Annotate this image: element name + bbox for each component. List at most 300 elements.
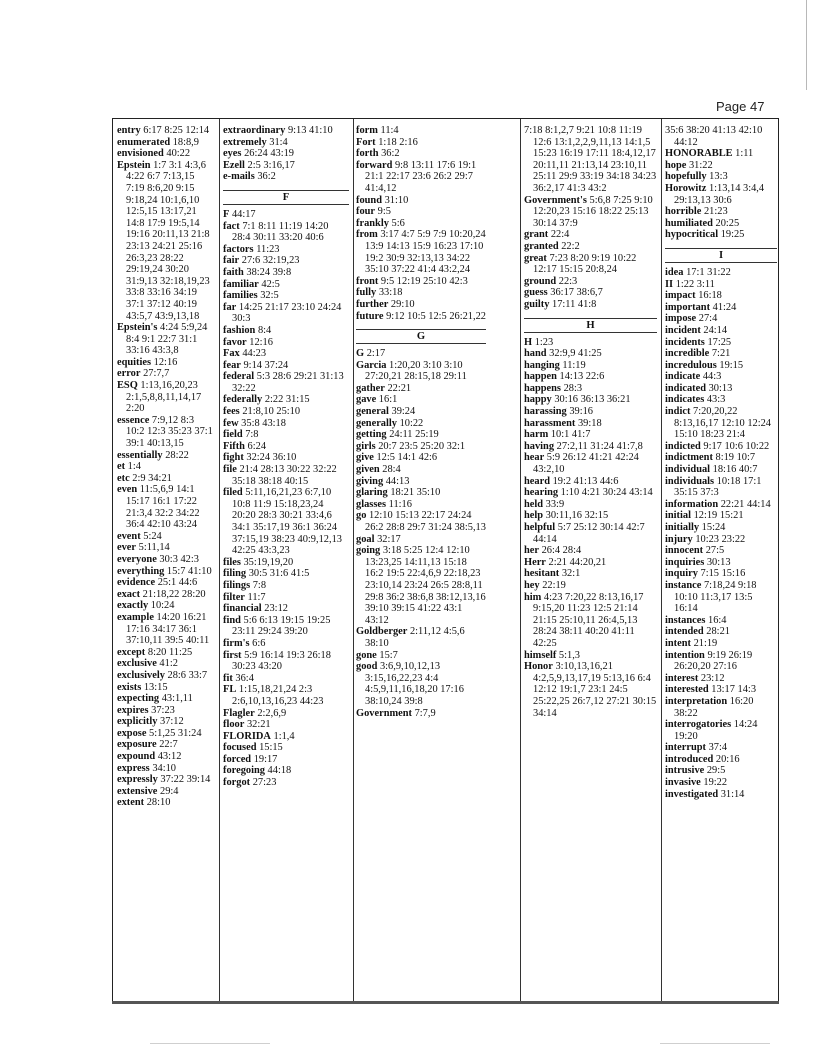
index-entry: [223, 441, 349, 453]
index-entry: [223, 418, 349, 430]
index-refs: 6:17 8:25 12:14: [140, 125, 210, 136]
index-entry: [665, 441, 777, 453]
section-letter: F: [223, 190, 349, 205]
index-entry: [665, 148, 777, 160]
index-refs: 11:4: [377, 125, 399, 136]
index-refs: 18:8,9: [170, 136, 199, 148]
index-refs: 20:25: [712, 217, 740, 229]
index-refs: 43:12: [155, 751, 182, 763]
index-term: everyone: [117, 553, 157, 565]
index-term: hope: [665, 159, 687, 171]
index-term: going: [356, 545, 381, 557]
index-entry: [665, 348, 777, 360]
index-term: entry: [117, 125, 141, 136]
index-term: giving: [356, 475, 384, 487]
index-entry: [524, 429, 657, 441]
index-refs: 19:25: [718, 229, 745, 241]
index-refs: 21:4 28:13 30:22 32:22 35:18 38:18 40:15: [232, 464, 337, 487]
index-term: harassing: [524, 406, 567, 418]
index-refs: 41:24: [710, 301, 737, 313]
index-entry: [117, 612, 215, 647]
index-term: innocent: [665, 545, 704, 557]
index-refs: 28:21: [703, 626, 730, 638]
index-refs: 36:2: [254, 171, 276, 183]
index-entry: [356, 276, 486, 288]
index-term: instance: [665, 579, 702, 591]
index-refs: 21:23: [701, 206, 728, 218]
index-term: having: [524, 440, 555, 452]
index-refs: 31:22: [686, 159, 713, 171]
index-refs: 17:11 41:8: [549, 298, 597, 310]
index-term: intrusive: [665, 765, 705, 777]
index-entry: [665, 522, 777, 534]
index-entry: [117, 554, 215, 566]
index-term: initially: [665, 522, 700, 533]
index-term: Government's: [524, 194, 587, 206]
index-term: heard: [524, 475, 550, 487]
index-term: guilty: [524, 298, 550, 310]
index-refs: 15:7 41:10: [164, 565, 212, 577]
index-term: himself: [524, 649, 557, 661]
index-term: extent: [117, 797, 145, 809]
index-refs: 39:24: [388, 406, 416, 418]
index-term: future: [356, 310, 384, 322]
index-refs: 44:23: [239, 348, 267, 360]
index-refs: 5:7 25:12 30:14 42:7 44:14: [533, 522, 645, 545]
index-refs: 37:12: [157, 716, 184, 728]
index-entry: [665, 406, 777, 441]
index-entry: [117, 786, 215, 798]
index-term: gave: [356, 394, 377, 406]
index-entry: [356, 218, 486, 230]
index-refs: 14:20 16:21 17:16 34:17 36:1 37:10,11 39:5 40:11: [126, 611, 210, 647]
index-refs: 32:24 36:10: [243, 452, 297, 464]
index-refs: 12:10 15:13 22:17 24:24 26:2 28:8 29:7 31:24 38:5,13: [365, 510, 486, 533]
index-refs: 37:4: [705, 742, 728, 754]
index-term: helpful: [524, 522, 556, 533]
index-entry: [117, 322, 215, 357]
index-refs: 26:4 28:4: [539, 545, 582, 557]
index-entry: [356, 418, 486, 430]
index-entry: [665, 719, 777, 742]
index-entry: [665, 684, 777, 696]
index-refs: 1:20,20 3:10 3:10 27:20,21 28:15,18 29:11: [365, 359, 467, 383]
index-term: forgot: [223, 777, 251, 789]
index-entry: [524, 276, 657, 288]
index-refs: 7:21: [709, 348, 731, 360]
index-term: files: [223, 556, 241, 568]
index-refs: 15:7: [376, 649, 398, 661]
index-entry: [665, 499, 777, 511]
index-refs: 24:14: [700, 324, 728, 336]
index-refs: 1:4: [125, 461, 141, 473]
index-entry: [665, 125, 777, 148]
index-entry: [665, 360, 777, 372]
index-refs: 34:10: [149, 762, 176, 774]
index-refs: 20:16: [713, 753, 740, 765]
index-term: interrupt: [665, 742, 706, 754]
index-entry: [356, 626, 486, 649]
index-refs: 3:17 4:7 5:9 7:9 10:20,24 13:9 14:13 15:9 16:23 17:10 19:2 30:9 32:13,13 34:22 35:10 37:22 41:4 43:2,24: [365, 229, 486, 276]
index-refs: 12:5 14:1 42:6: [373, 452, 438, 464]
index-entry: [223, 394, 349, 406]
index-entry: [524, 452, 657, 475]
index-refs: 4:23 7:20,22 8:13,16,17 9:15,20 11:23 12:5 21:14 21:15 25:10,11 26:4,5,13 28:24 38:11 40:20 41:11 42:25: [533, 591, 644, 649]
index-term: forward: [356, 159, 393, 171]
index-entry: [665, 626, 777, 638]
index-entry: [117, 148, 215, 160]
index-refs: 44:13: [383, 475, 410, 487]
index-refs: 19:15: [716, 359, 744, 371]
index-entry: [117, 600, 215, 612]
index-refs: 1:18 2:16: [375, 136, 418, 148]
index-entry: [223, 337, 349, 349]
section-letter: H: [524, 318, 657, 333]
index-term: federal: [223, 371, 255, 383]
index-refs: 10:23 23:22: [692, 533, 746, 545]
index-refs: 27:7,7: [140, 368, 170, 380]
index-refs: 42:5: [258, 278, 280, 290]
index-term: II: [665, 278, 674, 290]
index-term: forth: [356, 148, 379, 160]
index-entry: [524, 418, 657, 430]
index-term: form: [356, 125, 378, 136]
index-refs: 9:12 10:5 12:5 26:21,22: [383, 310, 486, 322]
index-entry: [665, 765, 777, 777]
index-term: indict: [665, 406, 691, 418]
index-entry: [356, 229, 486, 275]
index-entry: [356, 311, 486, 323]
index-refs: 27:23: [250, 777, 277, 789]
column-divider: [353, 119, 354, 1001]
index-entry: [524, 241, 657, 253]
index-term: FLORIDA: [223, 730, 271, 742]
index-term: individuals: [665, 475, 715, 487]
index-term: Goldberger: [356, 626, 408, 638]
index-refs: 36:17 38:6,7: [547, 287, 603, 299]
index-entry: [665, 206, 777, 218]
index-term: guess: [524, 287, 548, 299]
index-refs: 2:2,6,9: [254, 707, 287, 719]
index-term: hand: [524, 348, 547, 360]
index-refs: 30:13: [704, 556, 731, 568]
index-refs: 7:9,12 8:3 10:2 12:3 35:23 37:1 39:1 40:13,15: [126, 414, 213, 450]
index-entry: [223, 348, 349, 360]
index-term: evidence: [117, 577, 156, 589]
index-term: et: [117, 461, 126, 473]
index-entry: [223, 267, 349, 279]
index-refs: 35:19,19,20: [240, 556, 294, 568]
index-term: impact: [665, 290, 696, 302]
index-entry: [665, 279, 777, 291]
index-refs: 5:11,16,21,23 6:7,10 10:8 11:9 15:18,23,24 20:20 28:3 30:21 33:4,6 34:1 35:17,19 36:1 36:24 37:15,19 38:23 40:9,12,13 42:25 43:3,23: [232, 487, 342, 557]
index-term: expound: [117, 751, 156, 763]
index-term: instances: [665, 614, 706, 626]
index-term: incidents: [665, 336, 705, 348]
index-entry: [223, 429, 349, 441]
index-refs: 22:7: [156, 739, 178, 751]
index-entry: [223, 209, 349, 221]
index-entry: [117, 693, 215, 705]
index-term: ground: [524, 275, 557, 287]
index-entry: [524, 580, 657, 592]
index-refs: 11:7: [244, 591, 266, 603]
index-refs: 39:18: [575, 417, 602, 429]
index-entry: [223, 719, 349, 731]
index-term: incredible: [665, 348, 710, 360]
index-entry: [665, 568, 777, 580]
index-refs: 16:20 38:22: [674, 695, 754, 719]
index-term: event: [117, 530, 141, 542]
index-entry: [356, 137, 486, 149]
index-term: generally: [356, 417, 397, 429]
index-refs: 9:14 37:24: [240, 359, 289, 371]
index-refs: 7:7,9: [411, 707, 436, 719]
index-refs: 31:14: [718, 788, 745, 800]
index-refs: 5:6,8 7:25 9:10 12:20,23 15:16 18:22 25:13 30:14 37:9: [533, 194, 653, 229]
index-term: first: [223, 649, 242, 661]
index-refs: 28:6 33:7: [164, 669, 208, 681]
index-refs: 22:3: [556, 275, 578, 287]
index-refs: 5:1,25 31:24: [146, 727, 202, 739]
index-term: exclusively: [117, 669, 165, 681]
index-entry: [356, 476, 486, 488]
index-entry: [665, 218, 777, 230]
index-refs: 7:8: [250, 579, 267, 591]
index-refs: 15:24: [699, 522, 726, 533]
index-refs: 23:12: [261, 603, 288, 615]
index-entry: [223, 673, 349, 685]
index-refs: 35:6 38:20 41:13 42:10 44:12: [665, 125, 763, 148]
index-refs: 9:17 10:6 10:22: [700, 440, 770, 452]
index-entry: [223, 452, 349, 464]
index-term: hey: [524, 579, 540, 591]
scan-edge: [806, 0, 807, 90]
index-refs: 29:4: [157, 785, 179, 797]
index-refs: 2:22 31:15: [262, 394, 310, 406]
index-entry: [223, 592, 349, 604]
index-refs: 29:5: [704, 765, 726, 777]
index-term: introduced: [665, 753, 714, 765]
index-entry: [665, 650, 777, 673]
index-entry: [665, 394, 777, 406]
index-entry: [356, 383, 486, 395]
index-entry: [117, 137, 215, 149]
index-refs: 13:15: [141, 681, 168, 693]
index-term: interpretation: [665, 695, 728, 707]
index-term: incident: [665, 324, 701, 336]
index-entry: [117, 357, 215, 369]
bottom-rule: [112, 1001, 779, 1004]
index-term: Garcia: [356, 359, 387, 371]
index-refs: 40:22: [163, 148, 191, 160]
index-term: far: [223, 301, 237, 313]
index-term: field: [223, 429, 243, 441]
index-entry: [356, 499, 486, 511]
index-refs: 38:24 39:8: [243, 266, 292, 278]
index-entry: [665, 290, 777, 302]
column-divider: [219, 119, 220, 1001]
index-entry: [223, 360, 349, 372]
index-term: envisioned: [117, 148, 164, 160]
index-term: financial: [223, 603, 262, 615]
index-column-5: [665, 119, 777, 1001]
index-term: few: [223, 417, 239, 429]
index-refs: 8:19 10:7: [712, 452, 756, 464]
index-refs: 25:1 44:6: [155, 577, 198, 589]
index-term: glasses: [356, 498, 387, 510]
index-term: glaring: [356, 487, 388, 499]
index-entry: [223, 137, 349, 149]
index-entry: [223, 290, 349, 302]
index-refs: 9:13 41:10: [285, 125, 333, 136]
index-refs: 1:22 3:11: [673, 278, 715, 290]
index-entry: [223, 371, 349, 394]
index-refs: 32:5: [257, 290, 279, 302]
index-term: general: [356, 406, 389, 418]
index-term: initial: [665, 510, 691, 522]
index-entry: [223, 279, 349, 291]
index-term: hesitant: [524, 568, 560, 580]
index-refs: 18:21 35:10: [387, 487, 441, 499]
index-entry: [665, 464, 777, 476]
index-frame: [112, 118, 779, 1002]
index-term: great: [524, 252, 547, 264]
index-entry: [665, 171, 777, 183]
index-term: injury: [665, 533, 693, 545]
index-entry: [524, 499, 657, 511]
index-entry: [223, 221, 349, 244]
index-entry: [665, 337, 777, 349]
index-term: good: [356, 661, 378, 673]
index-term: harm: [524, 429, 549, 441]
index-entry: [665, 313, 777, 325]
index-entry: [524, 299, 657, 311]
index-entry: [356, 394, 486, 406]
index-refs: 44:18: [264, 765, 292, 777]
index-entry: [117, 577, 215, 589]
index-refs: 1:10 4:21 30:24 43:14: [558, 487, 653, 499]
index-term: held: [524, 498, 544, 510]
index-refs: 9:19 26:19 26:20,20 27:16: [674, 649, 753, 673]
index-term: faith: [223, 266, 244, 278]
index-refs: 8:20 11:25: [145, 646, 193, 658]
index-refs: 1:7 3:1 4:3,6 4:22 6:7 7:13,15 7:19 8:6,20 9:15 9:18,24 10:1,6,10 12:5,15 13:17,21 14:8 17:9 19:5,14 19:16 20:11,13 21:8 23:13 24:21 25:16 26:3,23 28:22 29:19,24 30:20 31:9,13 32:18,19,23 33:8 33:16 34:19 37:1 37:12 40:19 43:5,7 43:9,13,18: [126, 159, 210, 322]
index-entry: [356, 487, 486, 499]
index-term: Fax: [223, 348, 240, 360]
index-refs: 17:1 31:22: [683, 266, 731, 278]
index-column-4: [524, 119, 657, 1001]
index-entry: [223, 171, 349, 183]
index-term: indicates: [665, 394, 705, 406]
index-term: fit: [223, 672, 233, 684]
index-entry: [665, 545, 777, 557]
index-refs: 7:8: [242, 429, 259, 441]
index-term: incredulous: [665, 359, 717, 371]
index-entry: [223, 302, 349, 325]
index-term: expires: [117, 704, 149, 716]
index-entry: [117, 380, 215, 415]
index-refs: 20:7 23:5 25:20 32:1: [375, 440, 466, 452]
index-term: fact: [223, 220, 240, 232]
index-refs: 36:2: [378, 148, 400, 160]
index-refs: 5:1,3: [556, 649, 580, 661]
index-entry: [356, 287, 486, 299]
index-term: factors: [223, 243, 254, 255]
index-refs: 1:15,18,21,24 2:3 2:6,10,13,16,23 44:23: [232, 684, 324, 707]
index-entry: [356, 299, 486, 311]
index-term: find: [223, 614, 241, 626]
index-entry: [665, 383, 777, 395]
index-term: everything: [117, 565, 165, 577]
index-term: indicted: [665, 440, 701, 452]
index-refs: 32:1: [559, 568, 581, 580]
index-refs: 2:11,12 4:5,6 38:10: [365, 626, 465, 649]
index-refs: 30:3 42:3: [156, 553, 199, 565]
index-entry: [223, 244, 349, 256]
index-entry: [117, 682, 215, 694]
index-entry: [356, 206, 486, 218]
index-entry: [665, 742, 777, 754]
index-term: fight: [223, 452, 244, 464]
index-refs: 5:6 6:13 19:15 19:25 23:11 29:24 39:20: [232, 614, 331, 638]
index-refs: 37:22 39:14: [157, 774, 211, 786]
index-refs: 12:16: [151, 356, 178, 368]
index-entry: [524, 568, 657, 580]
index-entry: [524, 650, 657, 662]
index-refs: 5:11,14: [136, 542, 170, 554]
index-refs: 21:19: [690, 637, 718, 649]
index-entry: [356, 148, 486, 160]
index-entry: [223, 754, 349, 766]
index-refs: 37:23: [148, 704, 175, 716]
index-refs: 11:19: [559, 359, 586, 371]
index-refs: 19:2 41:13 44:6: [549, 475, 619, 487]
index-refs: 7:18,24 9:18 10:10 11:3,17 13:5 16:14: [674, 579, 757, 615]
index-refs: 1:13,16,20,23 2:1,5,8,8,11,14,17 2:20: [126, 380, 202, 415]
index-entry: [356, 360, 486, 383]
index-entry: [223, 638, 349, 650]
section-letter: I: [665, 248, 777, 263]
index-entry: [223, 125, 349, 137]
index-entry: [117, 461, 215, 473]
index-term: expressly: [117, 774, 158, 786]
index-entry: [223, 708, 349, 720]
index-refs: 1:13,14 3:4,4 29:13,13 30:6: [674, 182, 765, 206]
index-term: essence: [117, 414, 150, 426]
index-refs: 3:10,13,16,21 4:2,5,9,13,17,19 5:13,16 6:4 12:12 19:1,7 23:1 24:5 25:22,25 26:7,12 27:21 30:15 34:14: [533, 661, 657, 719]
index-term: exactly: [117, 600, 149, 612]
index-refs: 10:24: [148, 600, 175, 612]
index-entry: [524, 125, 657, 195]
index-term: happens: [524, 382, 561, 394]
index-term: extremely: [223, 136, 267, 148]
index-entry: [117, 542, 215, 554]
index-entry: [223, 650, 349, 673]
index-entry: [524, 476, 657, 488]
index-refs: 2:5 3:16,17: [244, 159, 295, 171]
index-entry: [665, 777, 777, 789]
index-term: further: [356, 298, 389, 310]
index-entry: [223, 160, 349, 172]
index-refs: 4:24 5:9,24 8:4 9:1 22:7 31:1 33:16 43:3,8: [126, 322, 208, 357]
index-entry: [356, 545, 486, 626]
index-entry: [524, 195, 657, 230]
index-column-2: [223, 119, 349, 1001]
index-entry: [223, 568, 349, 580]
index-refs: 5:6: [388, 217, 405, 229]
index-refs: 27:4: [696, 313, 718, 325]
